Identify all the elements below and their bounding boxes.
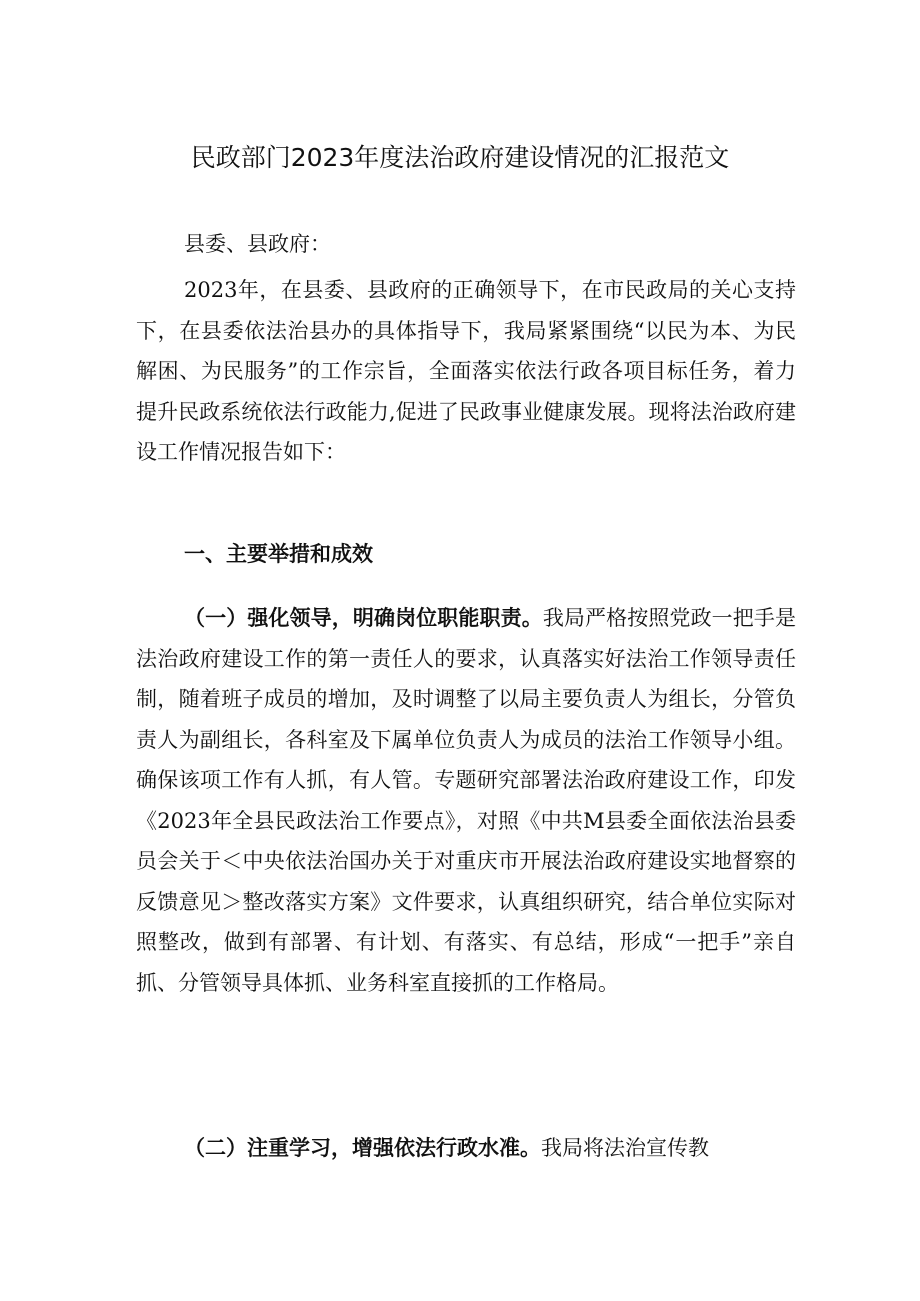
section-heading-1: 一、主要举措和成效 xyxy=(184,542,373,566)
document-title: 民政部门2023年度法治政府建设情况的汇报范文 xyxy=(190,143,730,172)
subsection-1-body: 我局严格按照党政一把手是法治政府建设工作的第一责任人的要求，认真落实好法治工作领导责任制，随着班子成员的增加，及时调整了以局主要负责人为组长，分管负责人为副组长，各科室及下属单位负责人为成员的法治工作领导小组。确保该项工作有人抓，有人管。专题研究部署法治政府建设工作，印发《2023年全县民政法治工作要点》，对照《中共M县委全面依法治县委员会关于＜中央依法治国办关于对重庆市开展法治政府建设实地督察的反馈意见＞整改落实方案》文件要求，认真组织研究，结合单位实际对照整改，做到有部署、有计划、有落实、有总结，形成“一把手”亲自抓、分管领导具体抓、业务科室直接抓的工作格局。 xyxy=(136,606,797,995)
subsection-2 xyxy=(136,1128,796,1169)
subsection-1-heading: （一）强化领导，明确岗位职能职责。 xyxy=(184,605,543,630)
subsection-1 xyxy=(136,598,796,1003)
subsection-2-body: 我局将法治宣传教 xyxy=(541,1136,709,1160)
salutation: 县委、县政府： xyxy=(184,232,331,256)
subsection-2-heading: （二）注重学习，增强依法行政水准。 xyxy=(184,1135,541,1160)
intro-paragraph: 2023年，在县委、县政府的正确领导下，在市民政局的关心支持下，在县委依法治县办的具体指导下，我局紧紧围绕“以民为本、为民解困、为民服务”的工作宗旨，全面落实依法行政各项目标任务，着力提升民政系统依法行政能力,促进了民政事业健康发展。现将法治政府建设工作情况报告如下： xyxy=(136,278,796,464)
